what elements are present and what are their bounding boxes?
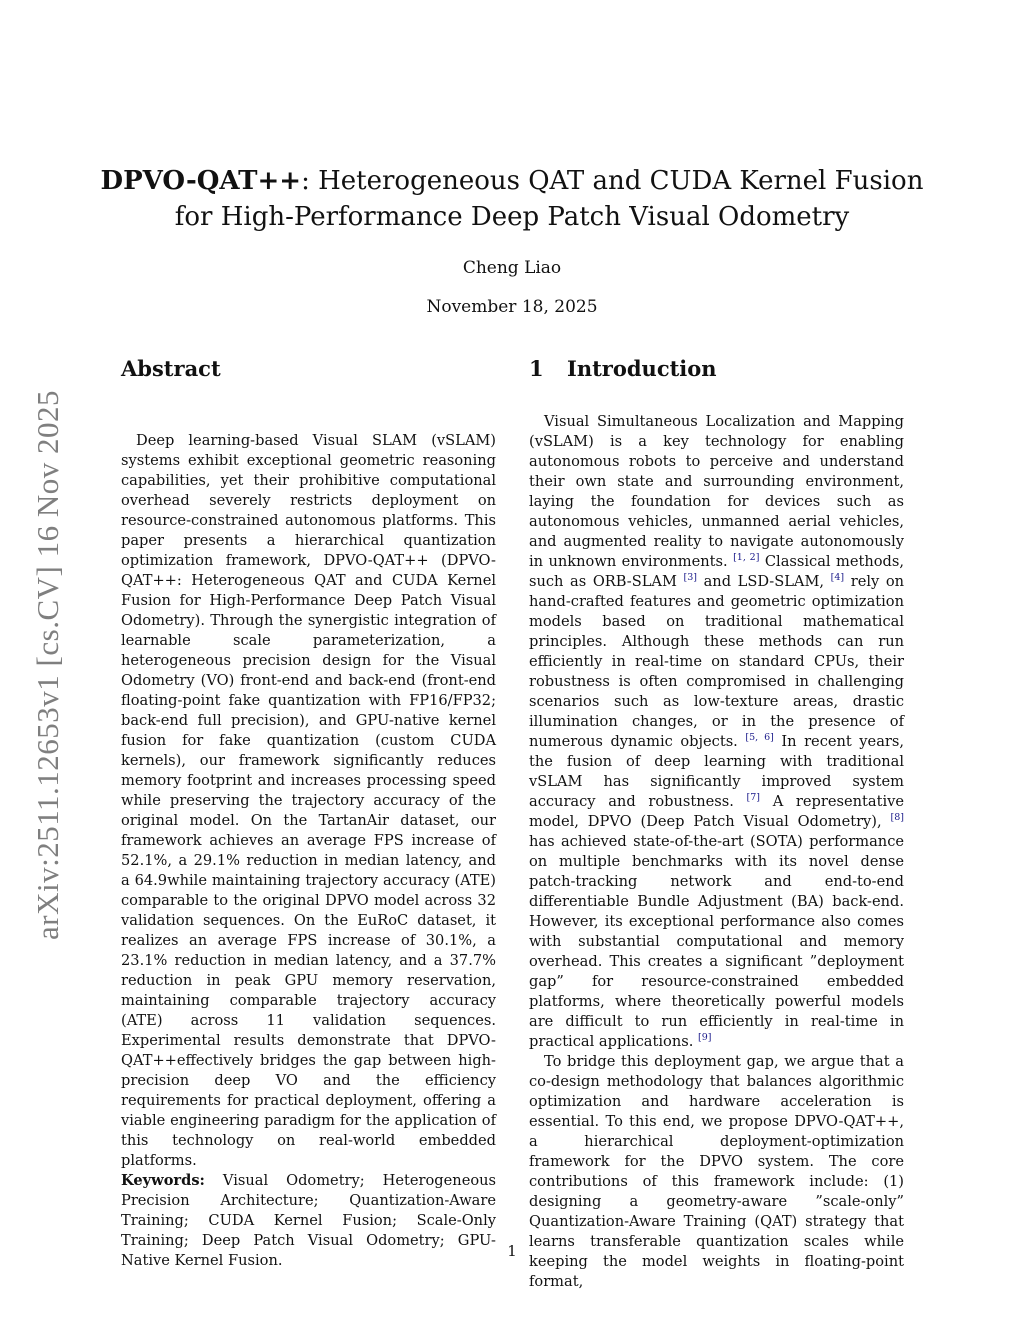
intro-text-segment: Classical methods, such as ORB-SLAM [529, 553, 905, 590]
intro-text-segment: In recent years, the fusion of deep learning with traditional vSLAM has significantly improved system accuracy and robustness. [529, 733, 904, 810]
intro-text-segment: Visual Simultaneous Localization and Mapping (vSLAM) is a key technology for enabling autonomous robots to perceive and understand their own state and surrounding environment, laying the foundation for devices such as autonomous vehicles, unmanned aerial vehicles, and augmented reality to navigate autonomously in unknown environments. [529, 413, 904, 570]
citation-link[interactable]: [4] [830, 572, 845, 584]
publication-date: November 18, 2025 [426, 297, 598, 317]
arxiv-identifier-stamp: arXiv:2511.12653v1 [cs.CV] 16 Nov 2025 [30, 390, 65, 940]
title-rest-line1: : Heterogeneous QAT and CUDA Kernel Fusion [301, 166, 924, 196]
intro-text-segment: has achieved state-of-the-art (SOTA) performance on multiple benchmarks with its novel dense patch-tracking network and end-to-end differentiable Bundle Adjustment (BA) back-end. However, its exceptional performance also comes with substantial computational and memory overhead. This creates a significant ”deployment gap” for resource-constrained embedded platforms, where theoretically powerful models are difficult to run efficiently in real-time in practical applications. [529, 833, 904, 1050]
citation-link[interactable]: [9] [697, 1032, 712, 1044]
title-line2: for High-Performance Deep Patch Visual Odometry [174, 202, 850, 232]
introduction-column [529, 355, 904, 1292]
intro-paragraph-1 [529, 412, 904, 1052]
intro-text-segment: and LSD-SLAM, [703, 573, 825, 590]
intro-text-segment: A representative model, DPVO (Deep Patch Visual Odometry), [529, 793, 904, 830]
page-number: 1 [507, 1242, 517, 1260]
citation-link[interactable]: [7] [746, 792, 761, 804]
intro-text-segment: rely on hand-crafted features and geometric optimization models based on traditional mathematical principles. Although these methods can run efficiently in real-time on standard CPUs, their robustness is often compromised in challenging scenarios such as low-texture areas, drastic illumination changes, or in the presence of numerous dynamic objects. [529, 573, 905, 750]
introduction-heading [529, 355, 904, 383]
section-number: 1 [529, 356, 544, 381]
intro-paragraph-2: To bridge this deployment gap, we argue that a co-design methodology that balances algorithmic optimization and hardware acceleration is essential. To this end, we propose DPVO-QAT++, a hierarchical deployment-optimization framework for the DPVO system. The core contributions of this framework include: (1) designing a geometry-aware ”scale-only” Quantization-Aware Training (QAT) strategy that learns transferable quantization scales while keeping the model weights in floating-point format, [529, 1053, 904, 1290]
author-name: Cheng Liao [462, 258, 562, 278]
citation-link[interactable]: [5, 6] [745, 732, 774, 744]
citation-link[interactable]: [8] [890, 812, 905, 824]
section-title: Introduction [567, 356, 717, 381]
abstract-column [121, 355, 496, 1271]
keywords-text: Visual Odometry; Heterogeneous Precision Architecture; Quantization-Aware Training; CUDA Kernel Fusion; Scale-Only Training; Deep Patch Visual Odometry; GPU-Native Kernel Fusion. [121, 1172, 496, 1269]
title-bold-part: DPVO-QAT++ [100, 166, 302, 196]
paper-title [100, 163, 924, 235]
citation-link[interactable]: [3] [683, 572, 697, 584]
abstract-heading: Abstract [121, 356, 221, 381]
abstract-text: Deep learning-based Visual SLAM (vSLAM) systems exhibit exceptional geometric reasoning capabilities, yet their prohibitive computational overhead severely restricts deployment on resource-constrained autonomous platforms. This paper presents a hierarchical quantization optimization framework, DPVO-QAT++ (DPVO-QAT++: Heterogeneous QAT and CUDA Kernel Fusion for High-Performance Deep Patch Visual Odometry). Through the synergistic integration of learnable scale parameterization, a heterogeneous precision design for the Visual Odometry (VO) front-end and back-end (front-end floating-point fake quantization with FP16/FP32; back-end full precision), and GPU-native kernel fusion for fake quantization (custom CUDA kernels), our framework significantly reduces memory footprint and increases processing speed while preserving the trajectory accuracy of the original model. On the TartanAir dataset, our framework achieves an average FPS increase of 52.1%, a 29.1% reduction in median latency, and a 64.9while maintaining trajectory accuracy (ATE) comparable to the original DPVO model across 32 validation sequences. On the EuRoC dataset, it realizes an average FPS increase of 30.1%, a 23.1% reduction in median latency, and a 37.7% reduction in peak GPU memory reservation, maintaining comparable trajectory accuracy (ATE) across 11 validation sequences. Experimental results demonstrate that DPVO-QAT++effectively bridges the gap between high-precision deep VO and the efficiency requirements for practical deployment, offering a viable engineering paradigm for the application of this technology on real-world embedded platforms. [121, 432, 496, 1169]
keywords-label: Keywords: [121, 1172, 205, 1189]
citation-link[interactable]: [1, 2] [733, 552, 760, 564]
